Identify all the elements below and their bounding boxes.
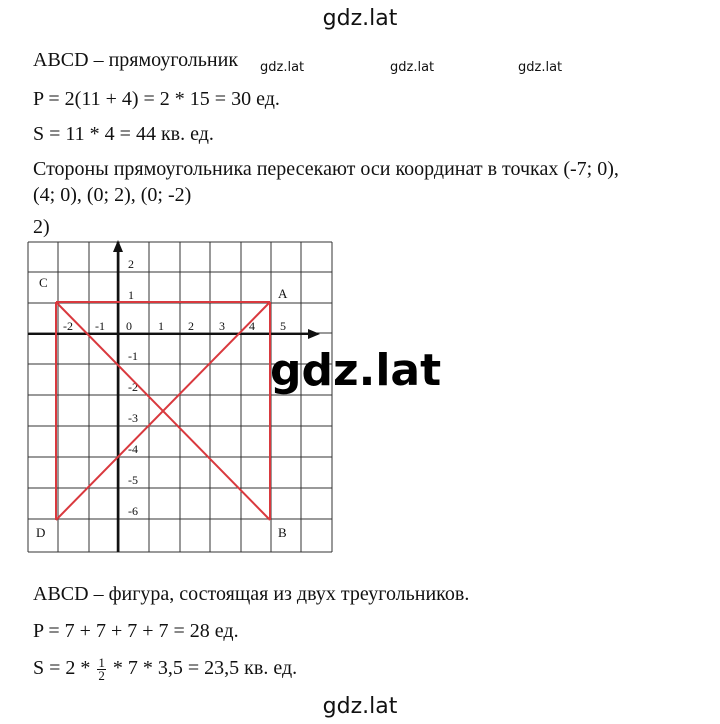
text-line-1: ABCD – прямоугольник: [33, 49, 239, 71]
point-label-b: B: [278, 525, 287, 540]
y-tick-label: -6: [128, 504, 138, 518]
x-tick-label: -2: [63, 319, 73, 333]
text-line-8: [33, 656, 297, 682]
x-tick-label: 5: [280, 319, 286, 333]
x-tick-label: 1: [158, 319, 164, 333]
text-line-5: (4; 0), (0; 2), (0; -2): [33, 184, 192, 206]
watermark-center: gdz.lat: [270, 345, 442, 396]
x-tick-label: 4: [249, 319, 255, 333]
point-label-a: A: [278, 286, 288, 301]
fraction-denominator: 2: [98, 667, 105, 683]
fraction-numerator: 1: [98, 654, 105, 670]
y-tick-label: 2: [128, 257, 134, 271]
x-axis-arrow: [308, 329, 320, 339]
x-tick-label: 3: [219, 319, 225, 333]
text-line-2: P = 2(11 + 4) = 2 * 15 = 30 ед.: [33, 88, 280, 110]
watermark-top: gdz.lat: [322, 6, 398, 31]
watermark-bottom: gdz.lat: [322, 694, 398, 719]
text-line-3: S = 11 * 4 = 44 кв. ед.: [33, 123, 214, 145]
x-tick-label: -1: [95, 319, 105, 333]
point-label-d: D: [36, 525, 46, 540]
watermark-small-2: gdz.lat: [390, 60, 435, 75]
y-tick-label: -3: [128, 411, 138, 425]
x-tick-label: 2: [188, 319, 194, 333]
y-tick-label: -4: [128, 442, 138, 456]
text-line-7: P = 7 + 7 + 7 + 7 = 28 ед.: [33, 620, 239, 642]
section-label-2: 2): [33, 216, 50, 238]
watermark-small-3: gdz.lat: [518, 60, 563, 75]
y-tick-label: -2: [128, 380, 138, 394]
text-line-4: Стороны прямоугольника пересекают оси координат в точках (-7; 0),: [33, 158, 619, 180]
text-line-6: ABCD – фигура, состоящая из двух треугольников.: [33, 583, 470, 605]
fraction-one-half: [97, 654, 106, 683]
y-tick-label: 1: [128, 288, 134, 302]
y-tick-label: -1: [128, 349, 138, 363]
x-tick-label: 0: [126, 319, 132, 333]
watermark-small-1: gdz.lat: [260, 60, 305, 75]
area-formula-suffix: * 7 * 3,5 = 23,5 кв. ед.: [107, 657, 298, 679]
point-label-c: C: [39, 275, 48, 290]
area-formula-prefix: S = 2 *: [33, 657, 96, 679]
y-tick-label: -5: [128, 473, 138, 487]
